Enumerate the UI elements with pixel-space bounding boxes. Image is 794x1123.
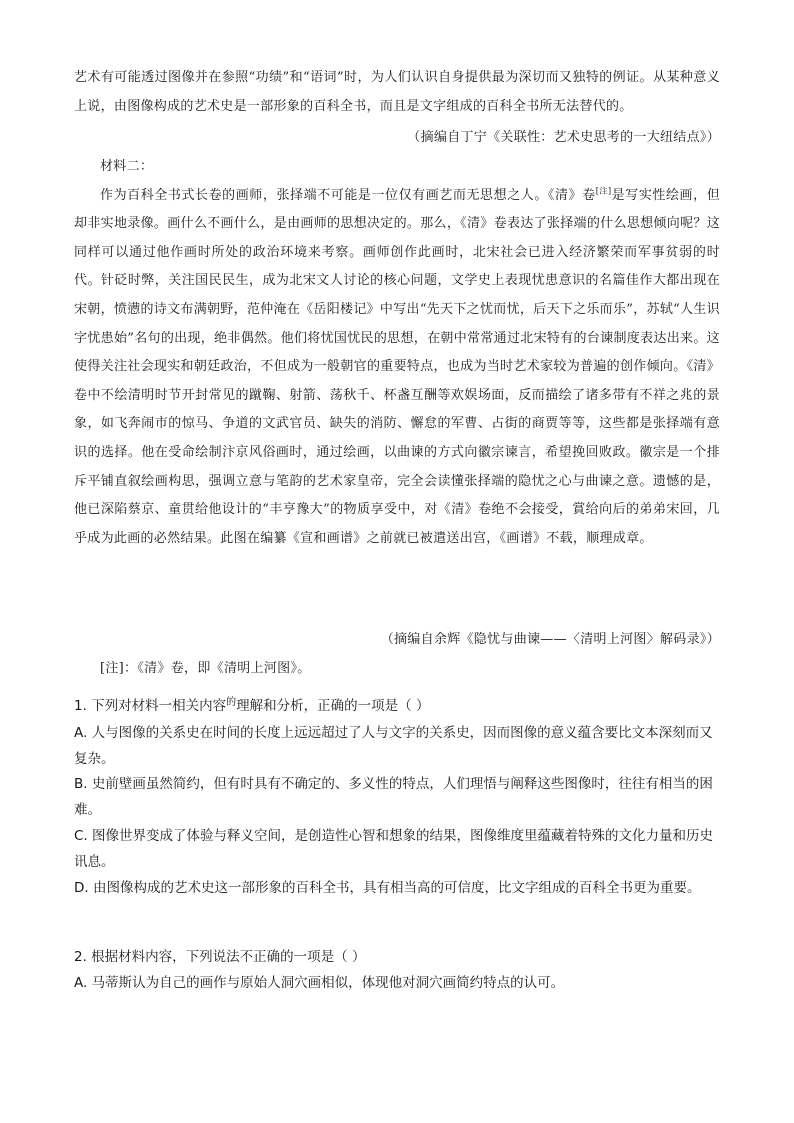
question-1-option-a: A. 人与图像的关系史在时间的长度上远远超过了人与文字的关系史，因而图像的意义蕴含要比文本深刻而又复杂。	[74, 724, 713, 767]
source-citation-1	[74, 124, 720, 153]
question-1-stem-a: 1. 下列对材料一相关内容	[74, 698, 227, 714]
material-2-body	[74, 182, 720, 554]
question-1-stem-b: 理解和分析，正确的一项是（ ）	[236, 698, 430, 714]
source-1: （摘编自丁宁《关联性：艺术史思考的一大纽结点》）	[407, 130, 720, 145]
question-1-stem-mark: 的	[226, 697, 237, 708]
question-1	[74, 694, 720, 901]
question-1-option-d: D. 由图像构成的艺术史这一部形象的百科全书，具有相当高的可信度，比文字组成的百科全书更为重要。	[74, 879, 701, 896]
note-text: [注]：《清》卷，即《清明上河图》。	[100, 661, 311, 676]
footnote-mark[interactable]: [注]	[595, 186, 612, 196]
source-citation-2	[74, 626, 720, 655]
top-paragraph: 艺术有可能透过图像并在参照“功绩”和“语词”时，为人们认识自身提供最为深切而又独特的例证。从某种意义上说，由图像构成的艺术史是一部形象的百科全书，而且是文字组成的百科全书所无法替代的。	[74, 70, 720, 114]
question-1-stem	[74, 694, 720, 721]
note-block	[74, 655, 720, 684]
material-2-text-b: 是写实性绘画，但却非实地录像。画什么不画什么，是由画师的思想决定的。那么，《清》卷表达了张择端的什么思想倾向呢？这同样可以通过他作画时所处的政治环境来考察。画师创作此画时，北宋社会已进入经济繁荣而军事贫弱的时代。针砭时弊，关注国民民生，成为北宋文人讨论的核心问题，文学史上表现忧患意识的名篇佳作大都出现在宋朝，愤懑的诗文布满朝野，范仲淹在《岳阳楼记》中写出“先天下之忧而忧，后天下之乐而乐”，苏轼“人生识字忧患始”名句的出现，绝非偶然。他们将忧国忧民的思想，在朝中常常通过北宋特有的台谏制度表达出来。这使得关注社会现实和朝廷政治，不但成为一般朝官的重要特点，也成为当时艺术家较为普遍的创作倾向。《清》卷中不绘清明时节开封常见的蹴鞠、射箭、荡秋千、杯盏互酬等欢娱场面，反而描绘了诸多带有不祥之兆的景象，如飞奔闹市的惊马、争道的文武官员、缺失的消防、懈怠的军曹、占街的商贾等等，这些都是张择端有意识的选择。他在受命绘制汴京风俗画时，通过绘画，以曲谏的方式向徽宗谏言，希望挽回败政。徽宗是一个排斥平铺直叙绘画构思，强调立意与笔韵的艺术家皇帝，完全会读懂张择端的隐忧之心与曲谏之意。遗憾的是，他已深陷蔡京、童贯给他设计的“丰亨豫大”的物质享受中，对《清》卷绝不会接受，賞给向后的弟弟宋回，几乎成为此画的必然结果。此图在编纂《宣和画谱》之前就已被遣送出宫，《画谱》不载，顺理成章。	[74, 187, 720, 546]
question-1-option-b: B. 史前壁画虽然简约，但有时具有不确定的、多义性的特点，人们理悟与阐释这些图像时，往往有相当的困难。	[74, 776, 713, 819]
question-2-option-a: A. 马蒂斯认为自己的画作与原始人洞穴画相似，体现他对洞穴画简约特点的认可。	[74, 974, 565, 991]
question-2-stem: 2. 根据材料内容，下列说法不正确的一项是（ ）	[74, 949, 366, 965]
question-2	[74, 945, 720, 997]
question-1-option-c: C. 图像世界变成了体验与释义空间，是创造性心智和想象的结果，图像维度里蕴藏着特殊的文化力量和历史讯息。	[74, 827, 714, 870]
material-2	[74, 153, 720, 553]
material-1-tail	[74, 64, 720, 121]
material-2-text-a: 作为百科全书式长卷的画师，张择端不可能是一位仅有画艺而无思想之人。《清》卷	[100, 187, 596, 203]
material-2-label: 材料二：	[100, 159, 154, 174]
source-2: （摘编自余辉《隐忧与曲谏——〈清明上河图〉解码录》）	[380, 632, 720, 647]
